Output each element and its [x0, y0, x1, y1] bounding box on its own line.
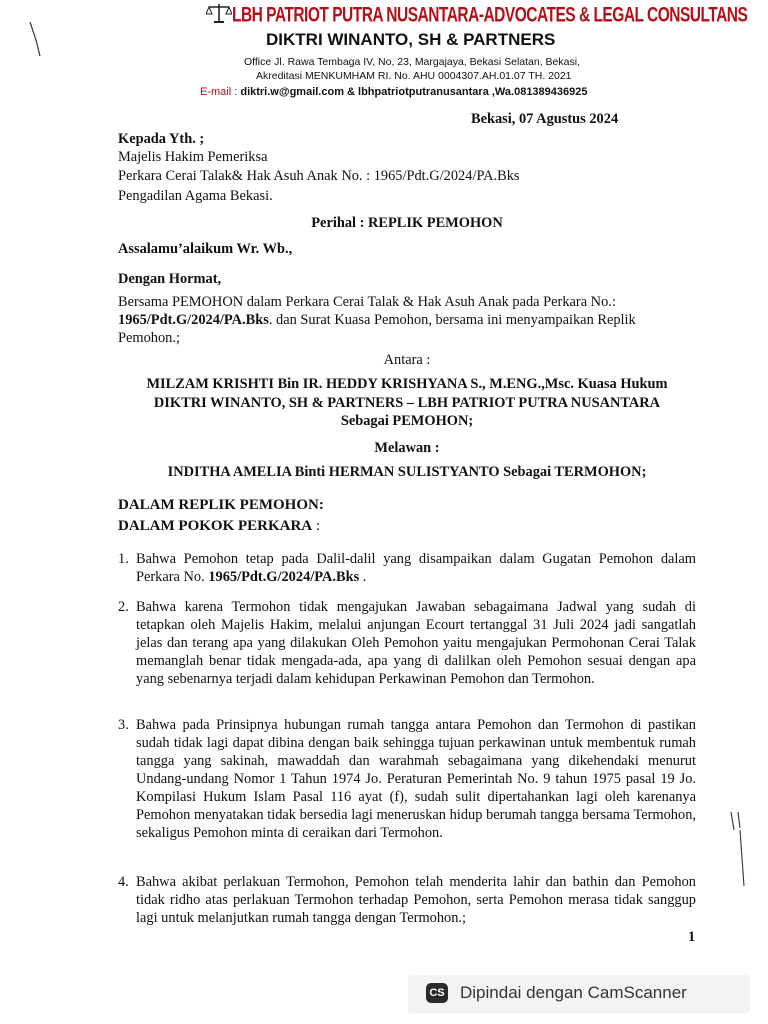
- subject-line: Perihal : REPLIK PEMOHON: [311, 215, 503, 231]
- item-text: Bahwa karena Termohon tidak mengajukan Jawaban sebagaimana Jadwal yang sudah di tetapkan oleh Majelis Hakim, melalui anjungan Ecourt tertanggal 31 Juli 2024 jadi sangatlah jelas dan terang apa yang dilakukan Oleh Pemohon yaitu mengajukan Permohonan Cerai Talak memanglah benar tidak mengada-ada, apa yang di dalilkan oleh Pemohon sesuai dengan apa yang sebenarnya terjadi dalam kehidupan Perkawinan Pemohon dan Termohon.: [136, 599, 696, 687]
- intro-text: Bersama PEMOHON dalam Perkara Cerai Talak & Hak Asuh Anak pada Perkara No.:: [118, 294, 616, 310]
- recipient-line: Pengadilan Agama Bekasi.: [118, 188, 273, 204]
- item-text: Bahwa Pemohon tetap pada Dalil-dalil yang disampaikan dalam Gugatan Pemohon dalam Perkara No. 1965/Pdt.G/2024/PA.Bks .: [136, 551, 696, 585]
- office-address: Office Jl. Rawa Tembaga IV, No, 23, Margajaya, Bekasi Selatan, Bekasi,: [244, 56, 580, 68]
- firm-name: DIKTRI WINANTO, SH & PARTNERS: [266, 30, 556, 49]
- party1-line: Sebagai PEMOHON;: [340, 413, 474, 429]
- list-item: [118, 716, 696, 842]
- camscanner-icon: CS: [426, 983, 448, 1003]
- pen-mark-right: [728, 810, 752, 890]
- section-heading: DALAM REPLIK PEMOHON:: [118, 497, 324, 513]
- party2-line: INDITHA AMELIA Binti HERMAN SULISTYANTO Sebagai TERMOHON;: [167, 464, 647, 480]
- item-number: 4.: [118, 874, 129, 890]
- item-number: 1.: [118, 551, 129, 567]
- pen-mark-left: [28, 20, 44, 60]
- page-number: 1: [688, 929, 696, 945]
- place-date: Bekasi, 07 Agustus 2024: [471, 111, 619, 127]
- recipient-label: Kepada Yth. ;: [118, 131, 205, 147]
- contact-line: [200, 86, 588, 98]
- party1-line: MILZAM KRISHTI Bin IR. HEDDY KRISHYANA S., M.ENG.,Msc. Kuasa Hukum: [146, 376, 668, 392]
- intro-paragraph: [118, 293, 696, 347]
- accreditation-line: Akreditasi MENKUMHAM RI. No. AHU 0004307.AH.01.07 TH. 2021: [256, 70, 572, 82]
- list-item: [118, 598, 696, 688]
- section-heading: DALAM POKOK PERKARA :: [118, 518, 321, 534]
- recipient-line: Perkara Cerai Talak& Hak Asuh Anak No. : 1965/Pdt.G/2024/PA.Bks: [118, 168, 520, 184]
- item-number: 2.: [118, 599, 129, 615]
- letterhead-title: LBH PATRIOT PUTRA NUSANTARA-ADVOCATES & LEGAL CONSULTANS: [232, 4, 748, 27]
- list-item: [118, 550, 696, 586]
- intro-text: . dan Surat Kuasa Pemohon, bersama ini menyampaikan Replik: [268, 312, 636, 328]
- versus-label: Melawan :: [374, 440, 440, 456]
- item-number: 3.: [118, 717, 129, 733]
- camscanner-text: Dipindai dengan CamScanner: [460, 983, 687, 1002]
- salutation: Dengan Hormat,: [118, 271, 222, 287]
- item-text: Bahwa akibat perlakuan Termohon, Pemohon telah menderita lahir dan bathin dan Pemohon tidak ridho atas perlakuan Termohon terhadap Pemohon, serta Pemohon merasa tidak sanggup lagi untuk melanjutkan rumah tangga dengan Termohon.;: [136, 874, 696, 926]
- intro-text: Pemohon.;: [118, 330, 180, 346]
- scales-of-justice-logo: [206, 2, 232, 24]
- item-text: Bahwa pada Prinsipnya hubungan rumah tangga antara Pemohon dan Termohon di pastikan sudah tidak lagi dapat dibina dengan baik sehingga tujuan perkawinan untuk membentuk rumah tangga yang sakinah, mawaddah dan warahmah sebagaimana yang dikehendaki menurut Undang-undang Nomor 1 Tahun 1974 Jo. Peraturan Pemerintah No. 9 tahun 1975 pasal 19 Jo. Kompilasi Hukum Islam Pasal 116 ayat (f), sudah sulit dipertahankan lagi oleh karenanya Pemohon menyatakan tidak bersedia lagi meneruskan hidup berumah tangga bersama Termohon, sekaligus Pemohon minta di ceraikan dari Termohon.: [136, 717, 696, 841]
- greeting: Assalamu’alaikum Wr. Wb.,: [118, 241, 293, 257]
- case-number: 1965/Pdt.G/2024/PA.Bks: [118, 312, 269, 328]
- email-value: diktri.w@gmail.com & lbhpatriotputranusantara ,Wa.081389436925: [240, 86, 588, 98]
- recipient-line: Majelis Hakim Pemeriksa: [118, 149, 268, 165]
- email-label: E-mail :: [200, 86, 238, 98]
- camscanner-watermark: [408, 975, 750, 1013]
- list-item: [118, 873, 696, 927]
- party1-line: DIKTRI WINANTO, SH & PARTNERS – LBH PATRIOT PUTRA NUSANTARA: [153, 395, 661, 411]
- between-label: Antara :: [383, 352, 431, 368]
